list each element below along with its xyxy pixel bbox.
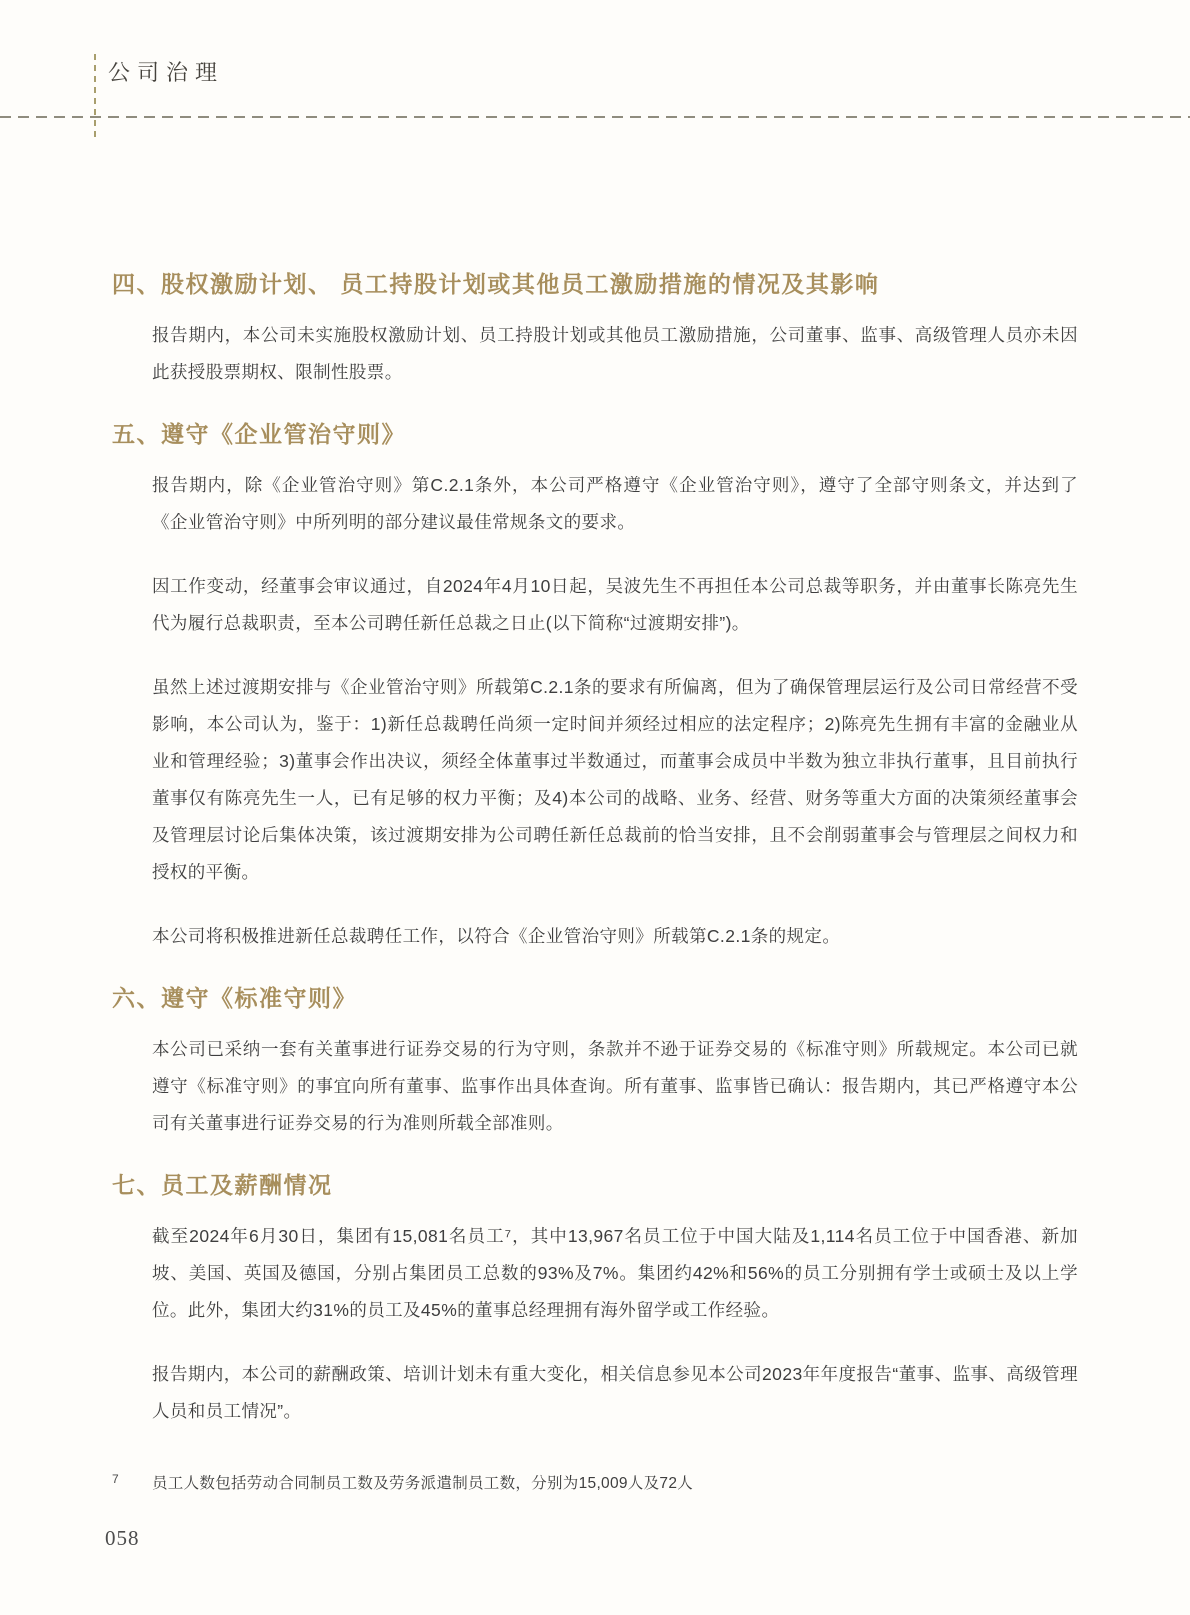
paragraph: 报告期内，本公司的薪酬政策、培训计划未有重大变化，相关信息参见本公司2023年年度报告“董事、监事、高级管理人员和员工情况”。 (152, 1364, 1078, 1421)
document-body (112, 268, 1078, 1457)
footnote-marker: 7 (112, 1472, 119, 1486)
page-number: 058 (105, 1526, 140, 1550)
header-divider-dashed-line (0, 116, 1190, 118)
footnote-text: 员工人数包括劳动合同制员工数及劳务派遣制员工数，分别为15,009人及72人 (152, 1475, 694, 1492)
paragraph: 截至2024年6月30日，集团有15,081名员工⁷，其中13,967名员工位于中国大陆及1,114名员工位于中国香港、新加坡、美国、英国及德国，分别占集团员工总数的93%及7%。集团约42%和56%的员工分别拥有学士或硕士及以上学位。此外，集团大约31%的员工及45%的董事总经理拥有海外留学或工作经验。 (152, 1226, 1078, 1320)
section-model-code (112, 982, 1078, 1142)
section-heading: 五、遵守《企业管治守则》 (112, 421, 406, 447)
section-corporate-governance-code (112, 418, 1078, 955)
section-employees-remuneration (112, 1169, 1078, 1430)
section-heading: 四、股权激励计划、 员工持股计划或其他员工激励措施的情况及其影响 (112, 271, 880, 297)
paragraph: 本公司将积极推进新任总裁聘任工作，以符合《企业管治守则》所载第C.2.1条的规定。 (152, 926, 841, 946)
paragraph: 虽然上述过渡期安排与《企业管治守则》所载第C.2.1条的要求有所偏离，但为了确保管理层运行及公司日常经营不受影响，本公司认为，鉴于：1)新任总裁聘任尚须一定时间并须经过相应的法定程序；2)陈亮先生拥有丰富的金融业从业和管理经验；3)董事会作出决议，须经全体董事过半数通过，而董事会成员中半数为独立非执行董事，且目前执行董事仅有陈亮先生一人，已有足够的权力平衡；及4)本公司的战略、业务、经营、财务等重大方面的决策须经董事会及管理层讨论后集体决策，该过渡期安排为公司聘任新任总裁前的恰当安排，且不会削弱董事会与管理层之间权力和授权的平衡。 (152, 677, 1078, 882)
section-equity-incentive (112, 268, 1078, 391)
paragraph: 因工作变动，经董事会审议通过，自2024年4月10日起，吴波先生不再担任本公司总裁等职务，并由董事长陈亮先生代为履行总裁职责，至本公司聘任新任总裁之日止(以下简称“过渡期安排”)。 (152, 576, 1078, 633)
section-heading: 六、遵守《标准守则》 (112, 985, 357, 1011)
section-heading: 七、员工及薪酬情况 (112, 1172, 333, 1198)
paragraph: 报告期内，除《企业管治守则》第C.2.1条外，本公司严格遵守《企业管治守则》，遵守了全部守则条文，并达到了《企业管治守则》中所列明的部分建议最佳常规条文的要求。 (152, 475, 1078, 532)
paragraph: 报告期内，本公司未实施股权激励计划、员工持股计划或其他员工激励措施，公司董事、监事、高级管理人员亦未因此获授股票期权、限制性股票。 (152, 325, 1078, 382)
header-vertical-dashed-line (94, 54, 96, 142)
footnote (112, 1472, 1078, 1496)
paragraph: 本公司已采纳一套有关董事进行证券交易的行为守则，条款并不逊于证券交易的《标准守则》所载规定。本公司已就遵守《标准守则》的事宜向所有董事、监事作出具体查询。所有董事、监事皆已确认：报告期内，其已严格遵守本公司有关董事进行证券交易的行为准则所载全部准则。 (152, 1039, 1078, 1133)
page-header-title: 公司治理 (108, 60, 225, 85)
